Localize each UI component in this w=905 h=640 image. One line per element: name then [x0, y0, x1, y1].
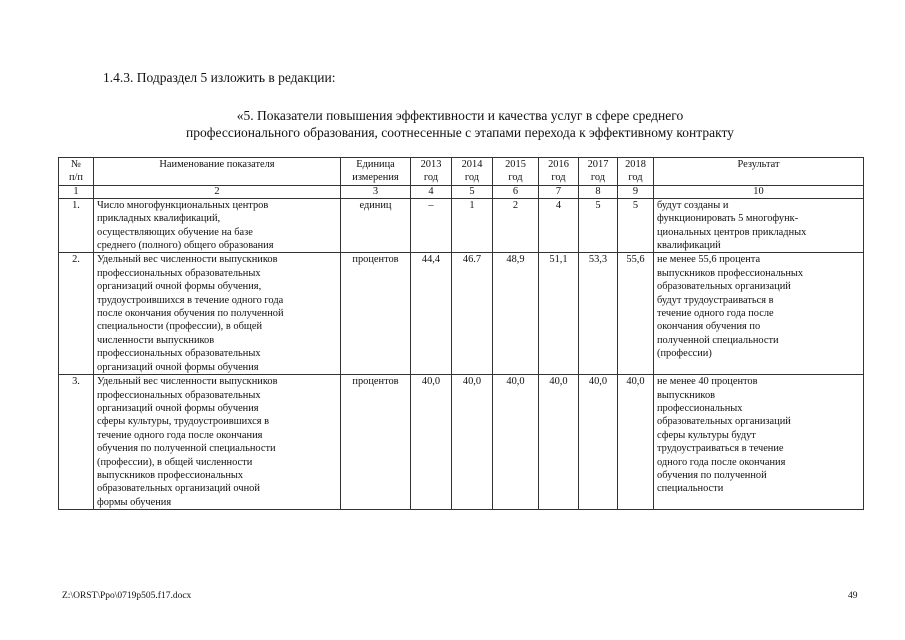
value-2016: 40,0 [539, 375, 579, 510]
page-number: 49 [848, 591, 858, 601]
column-number: 3 [341, 185, 411, 198]
header-year-2014: 2014 год [452, 158, 493, 186]
header-year-2017: 2017 год [579, 158, 618, 186]
header-year-2016: 2016 год [539, 158, 579, 186]
value-2017: 40,0 [579, 375, 618, 510]
result-cell: не менее 40 процентов выпускников профессиональных образовательных организаций сферы культуры будут трудоустраиваться в течение одного года после окончания обучения по полученной специальности [654, 375, 864, 510]
header-year-2015: 2015 год [493, 158, 539, 186]
indicators-table [58, 157, 864, 510]
result-cell: не менее 55,6 процента выпускников профессиональных образовательных организаций будут трудоустраиваться в течение одного года после окончания обучения по полученной специальности (профессии) [654, 253, 864, 375]
value-2013: 40,0 [411, 375, 452, 510]
value-2016: 51,1 [539, 253, 579, 375]
header-name: Наименование показателя [94, 158, 341, 186]
header-row [59, 158, 864, 186]
column-number: 10 [654, 185, 864, 198]
value-2014: 1 [452, 198, 493, 253]
row-number: 3. [59, 375, 94, 510]
value-2018: 5 [618, 198, 654, 253]
column-number: 1 [59, 185, 94, 198]
column-number: 6 [493, 185, 539, 198]
row-number: 1. [59, 198, 94, 253]
footer-file-path: Z:\ORST\Ppo\0719p505.f17.docx [62, 591, 192, 601]
section-intro: 1.4.3. Подраздел 5 изложить в редакции: [103, 70, 336, 85]
column-number: 2 [94, 185, 341, 198]
value-2015: 2 [493, 198, 539, 253]
value-2014: 40,0 [452, 375, 493, 510]
header-num: № п/п [59, 158, 94, 186]
value-2018: 55,6 [618, 253, 654, 375]
indicator-name: Число многофункциональных центров прикладных квалификаций, осуществляющих обучение на базе среднего (полного) общего образования [94, 198, 341, 253]
unit-cell: единиц [341, 198, 411, 253]
table-heading-line-2: профессионального образования, соотнесенные с этапами перехода к эффективному контракту [186, 125, 734, 140]
header-unit: Единица измерения [341, 158, 411, 186]
column-numbers-row [59, 185, 864, 198]
result-cell: будут созданы и функционировать 5 многофунк- циональных центров прикладных квалификаций [654, 198, 864, 253]
value-2018: 40,0 [618, 375, 654, 510]
column-number: 8 [579, 185, 618, 198]
column-number: 5 [452, 185, 493, 198]
row-number: 2. [59, 253, 94, 375]
header-year-2018: 2018 год [618, 158, 654, 186]
value-2015: 40,0 [493, 375, 539, 510]
table-row [59, 253, 864, 375]
unit-cell: процентов [341, 375, 411, 510]
table-row [59, 375, 864, 510]
value-2014: 46.7 [452, 253, 493, 375]
column-number: 4 [411, 185, 452, 198]
table-heading-line-1: «5. Показатели повышения эффективности и качества услуг в сфере среднего [236, 108, 684, 123]
value-2013: 44,4 [411, 253, 452, 375]
header-year-2013: 2013 год [411, 158, 452, 186]
value-2017: 5 [579, 198, 618, 253]
indicator-name: Удельный вес численности выпускников профессиональных образовательных организаций очной формы обучения сферы культуры, трудоустроившихся в течение одного года после окончания обучения по полученной специальности (профессии), в общей численности выпускников профессиональных образовательных организаций очной формы обучения [94, 375, 341, 510]
table-row [59, 198, 864, 253]
unit-cell: процентов [341, 253, 411, 375]
indicator-name: Удельный вес численности выпускников профессиональных образовательных организаций очной формы обучения, трудоустроившихся в течение одного года после окончания обучения по полученной специальности (профессии), в общей численности выпускников профессиональных образовательных организаций очной формы обучения [94, 253, 341, 375]
header-result: Результат [654, 158, 864, 186]
value-2013: – [411, 198, 452, 253]
value-2016: 4 [539, 198, 579, 253]
column-number: 7 [539, 185, 579, 198]
value-2017: 53,3 [579, 253, 618, 375]
column-number: 9 [618, 185, 654, 198]
value-2015: 48,9 [493, 253, 539, 375]
